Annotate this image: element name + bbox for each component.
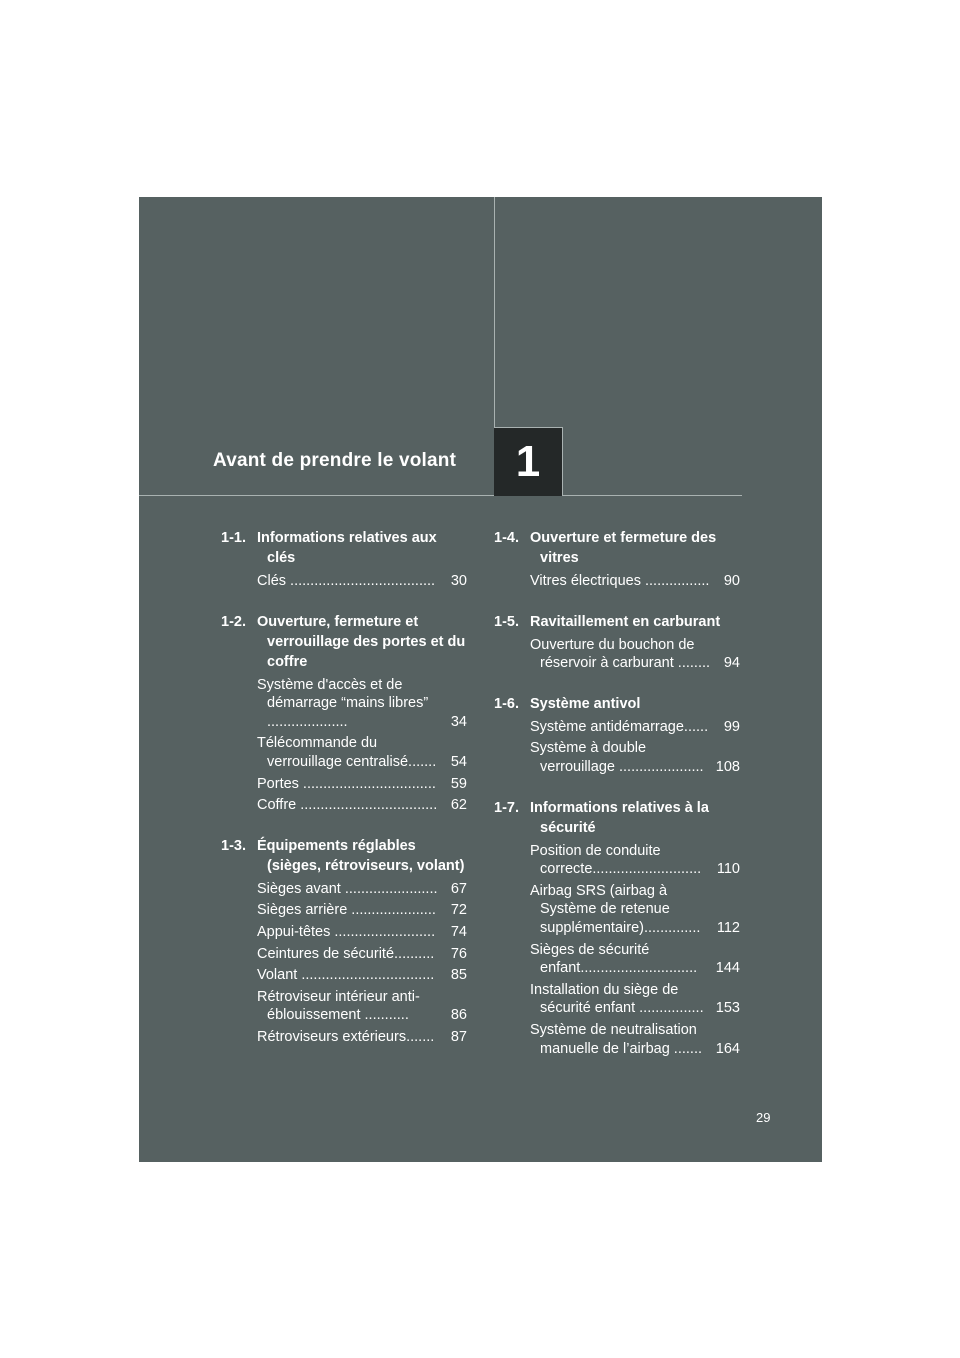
toc-entry[interactable] bbox=[257, 734, 467, 771]
toc-entry[interactable] bbox=[257, 796, 467, 815]
entry-label: Rétroviseurs extérieurs....... bbox=[257, 1028, 435, 1045]
entry-page-number: 87 bbox=[450, 1028, 467, 1045]
chapter-title: Avant de prendre le volant bbox=[213, 450, 457, 471]
toc-entry[interactable] bbox=[530, 981, 740, 1018]
toc-section bbox=[221, 528, 467, 591]
section-title[interactable]: Ouverture et fermeture des vitres bbox=[530, 530, 717, 566]
toc-section bbox=[221, 836, 467, 1047]
entry-page-number: 110 bbox=[716, 861, 740, 878]
section-title[interactable]: Système antivol bbox=[530, 695, 641, 712]
entry-label: Airbag SRS (airbag à Système de retenue supplémentaire).............. bbox=[530, 882, 701, 936]
vertical-rule bbox=[494, 197, 495, 427]
section-number: 1-7. bbox=[494, 799, 519, 816]
toc-entry[interactable] bbox=[530, 1021, 740, 1058]
toc-entry[interactable] bbox=[257, 966, 467, 985]
toc-entry[interactable] bbox=[530, 572, 740, 591]
toc-entry[interactable] bbox=[530, 718, 740, 737]
section-heading bbox=[494, 694, 740, 714]
toc-entry[interactable] bbox=[530, 636, 740, 673]
toc-section bbox=[494, 612, 740, 673]
page-number: 29 bbox=[756, 1110, 771, 1125]
entry-page-number: 164 bbox=[715, 1040, 740, 1057]
entry-label: Clés .................................... bbox=[257, 573, 436, 589]
toc-entry[interactable] bbox=[530, 739, 740, 776]
entry-label: Système antidémarrage...... bbox=[530, 718, 709, 735]
toc-entry[interactable] bbox=[257, 775, 467, 794]
section-heading bbox=[494, 612, 740, 632]
entry-label: Portes ................................. bbox=[257, 775, 436, 792]
entry-label: Sièges avant ....................... bbox=[257, 880, 438, 897]
toc-entry[interactable] bbox=[257, 945, 467, 964]
toc-entry[interactable] bbox=[257, 572, 467, 591]
section-heading bbox=[494, 798, 740, 838]
toc-entry[interactable] bbox=[530, 941, 740, 978]
entry-page-number: 86 bbox=[450, 1007, 467, 1024]
section-heading bbox=[221, 612, 467, 672]
entry-page-number: 112 bbox=[716, 919, 740, 936]
section-title[interactable]: Équipements réglables (sièges, rétroviseurs, volant) bbox=[257, 837, 465, 874]
entry-label: Sièges de sécurité enfant............................. bbox=[530, 941, 698, 977]
entry-page-number: 62 bbox=[450, 797, 467, 814]
entry-page-number: 144 bbox=[715, 960, 740, 977]
horizontal-rule bbox=[139, 495, 742, 496]
entry-page-number: 153 bbox=[715, 1000, 740, 1017]
entry-page-number: 34 bbox=[450, 713, 467, 730]
entry-page-number: 108 bbox=[715, 758, 740, 775]
entry-label: Système à double verrouillage ..................... bbox=[530, 740, 704, 775]
section-title[interactable]: Informations relatives à la sécurité bbox=[530, 799, 709, 836]
entry-label: Système de neutralisation manuelle de l’airbag ....... bbox=[530, 1021, 703, 1057]
entry-page-number: 85 bbox=[450, 967, 467, 984]
chapter-number-badge: 1 bbox=[494, 427, 563, 496]
toc-entry[interactable] bbox=[530, 882, 740, 938]
section-title[interactable]: Ouverture, fermeture et verrouillage des portes et du coffre bbox=[257, 613, 466, 670]
toc-entry[interactable] bbox=[257, 880, 467, 899]
entry-page-number: 74 bbox=[450, 923, 467, 940]
toc-column-right bbox=[494, 528, 740, 1079]
section-heading bbox=[221, 528, 467, 568]
toc-entry[interactable] bbox=[257, 676, 467, 732]
section-heading bbox=[494, 528, 740, 568]
entry-label: Volant ................................. bbox=[257, 967, 435, 984]
entry-label: Ouverture du bouchon de réservoir à carburant ........ bbox=[530, 636, 711, 672]
entry-label: Coffre .................................. bbox=[257, 797, 438, 814]
entry-label: Appui-têtes ......................... bbox=[257, 923, 436, 940]
section-number: 1-3. bbox=[221, 837, 246, 854]
toc-column-left bbox=[221, 528, 467, 1068]
toc-entry[interactable] bbox=[257, 901, 467, 920]
section-number: 1-1. bbox=[221, 530, 246, 546]
toc-entry[interactable] bbox=[530, 842, 740, 879]
entry-label: Télécommande du verrouillage centralisé....... bbox=[257, 735, 437, 770]
section-title[interactable]: Informations relatives aux clés bbox=[257, 530, 437, 566]
toc-section bbox=[494, 798, 740, 1059]
entry-page-number: 59 bbox=[450, 775, 467, 792]
entry-page-number: 90 bbox=[723, 573, 740, 589]
entry-label: Position de conduite correcte........................... bbox=[530, 842, 702, 878]
section-number: 1-4. bbox=[494, 530, 519, 546]
entry-page-number: 76 bbox=[450, 945, 467, 962]
toc-section bbox=[221, 612, 467, 815]
entry-page-number: 54 bbox=[450, 753, 467, 770]
entry-label: Vitres électriques ................ bbox=[530, 573, 710, 589]
entry-page-number: 72 bbox=[450, 902, 467, 919]
entry-label: Rétroviseur intérieur anti-éblouissement ........... bbox=[257, 988, 420, 1024]
entry-page-number: 30 bbox=[450, 573, 467, 589]
entry-label: Sièges arrière ..................... bbox=[257, 902, 436, 919]
entry-label: Installation du siège de sécurité enfant ................ bbox=[530, 981, 704, 1017]
toc-section bbox=[494, 694, 740, 777]
section-title[interactable]: Ravitaillement en carburant bbox=[530, 613, 721, 630]
toc-entry[interactable] bbox=[257, 923, 467, 942]
section-number: 1-5. bbox=[494, 613, 519, 630]
toc-section bbox=[494, 528, 740, 591]
entry-label: Ceintures de sécurité.......... bbox=[257, 945, 435, 962]
section-number: 1-6. bbox=[494, 695, 519, 712]
entry-page-number: 94 bbox=[723, 655, 740, 672]
toc-entry[interactable] bbox=[257, 1028, 467, 1047]
entry-label: Système d'accès et de démarrage “mains libres” .................... bbox=[257, 676, 429, 730]
toc-entry[interactable] bbox=[257, 988, 467, 1025]
entry-page-number: 67 bbox=[450, 880, 467, 897]
entry-page-number: 99 bbox=[723, 718, 740, 735]
section-number: 1-2. bbox=[221, 613, 246, 630]
section-heading bbox=[221, 836, 467, 876]
